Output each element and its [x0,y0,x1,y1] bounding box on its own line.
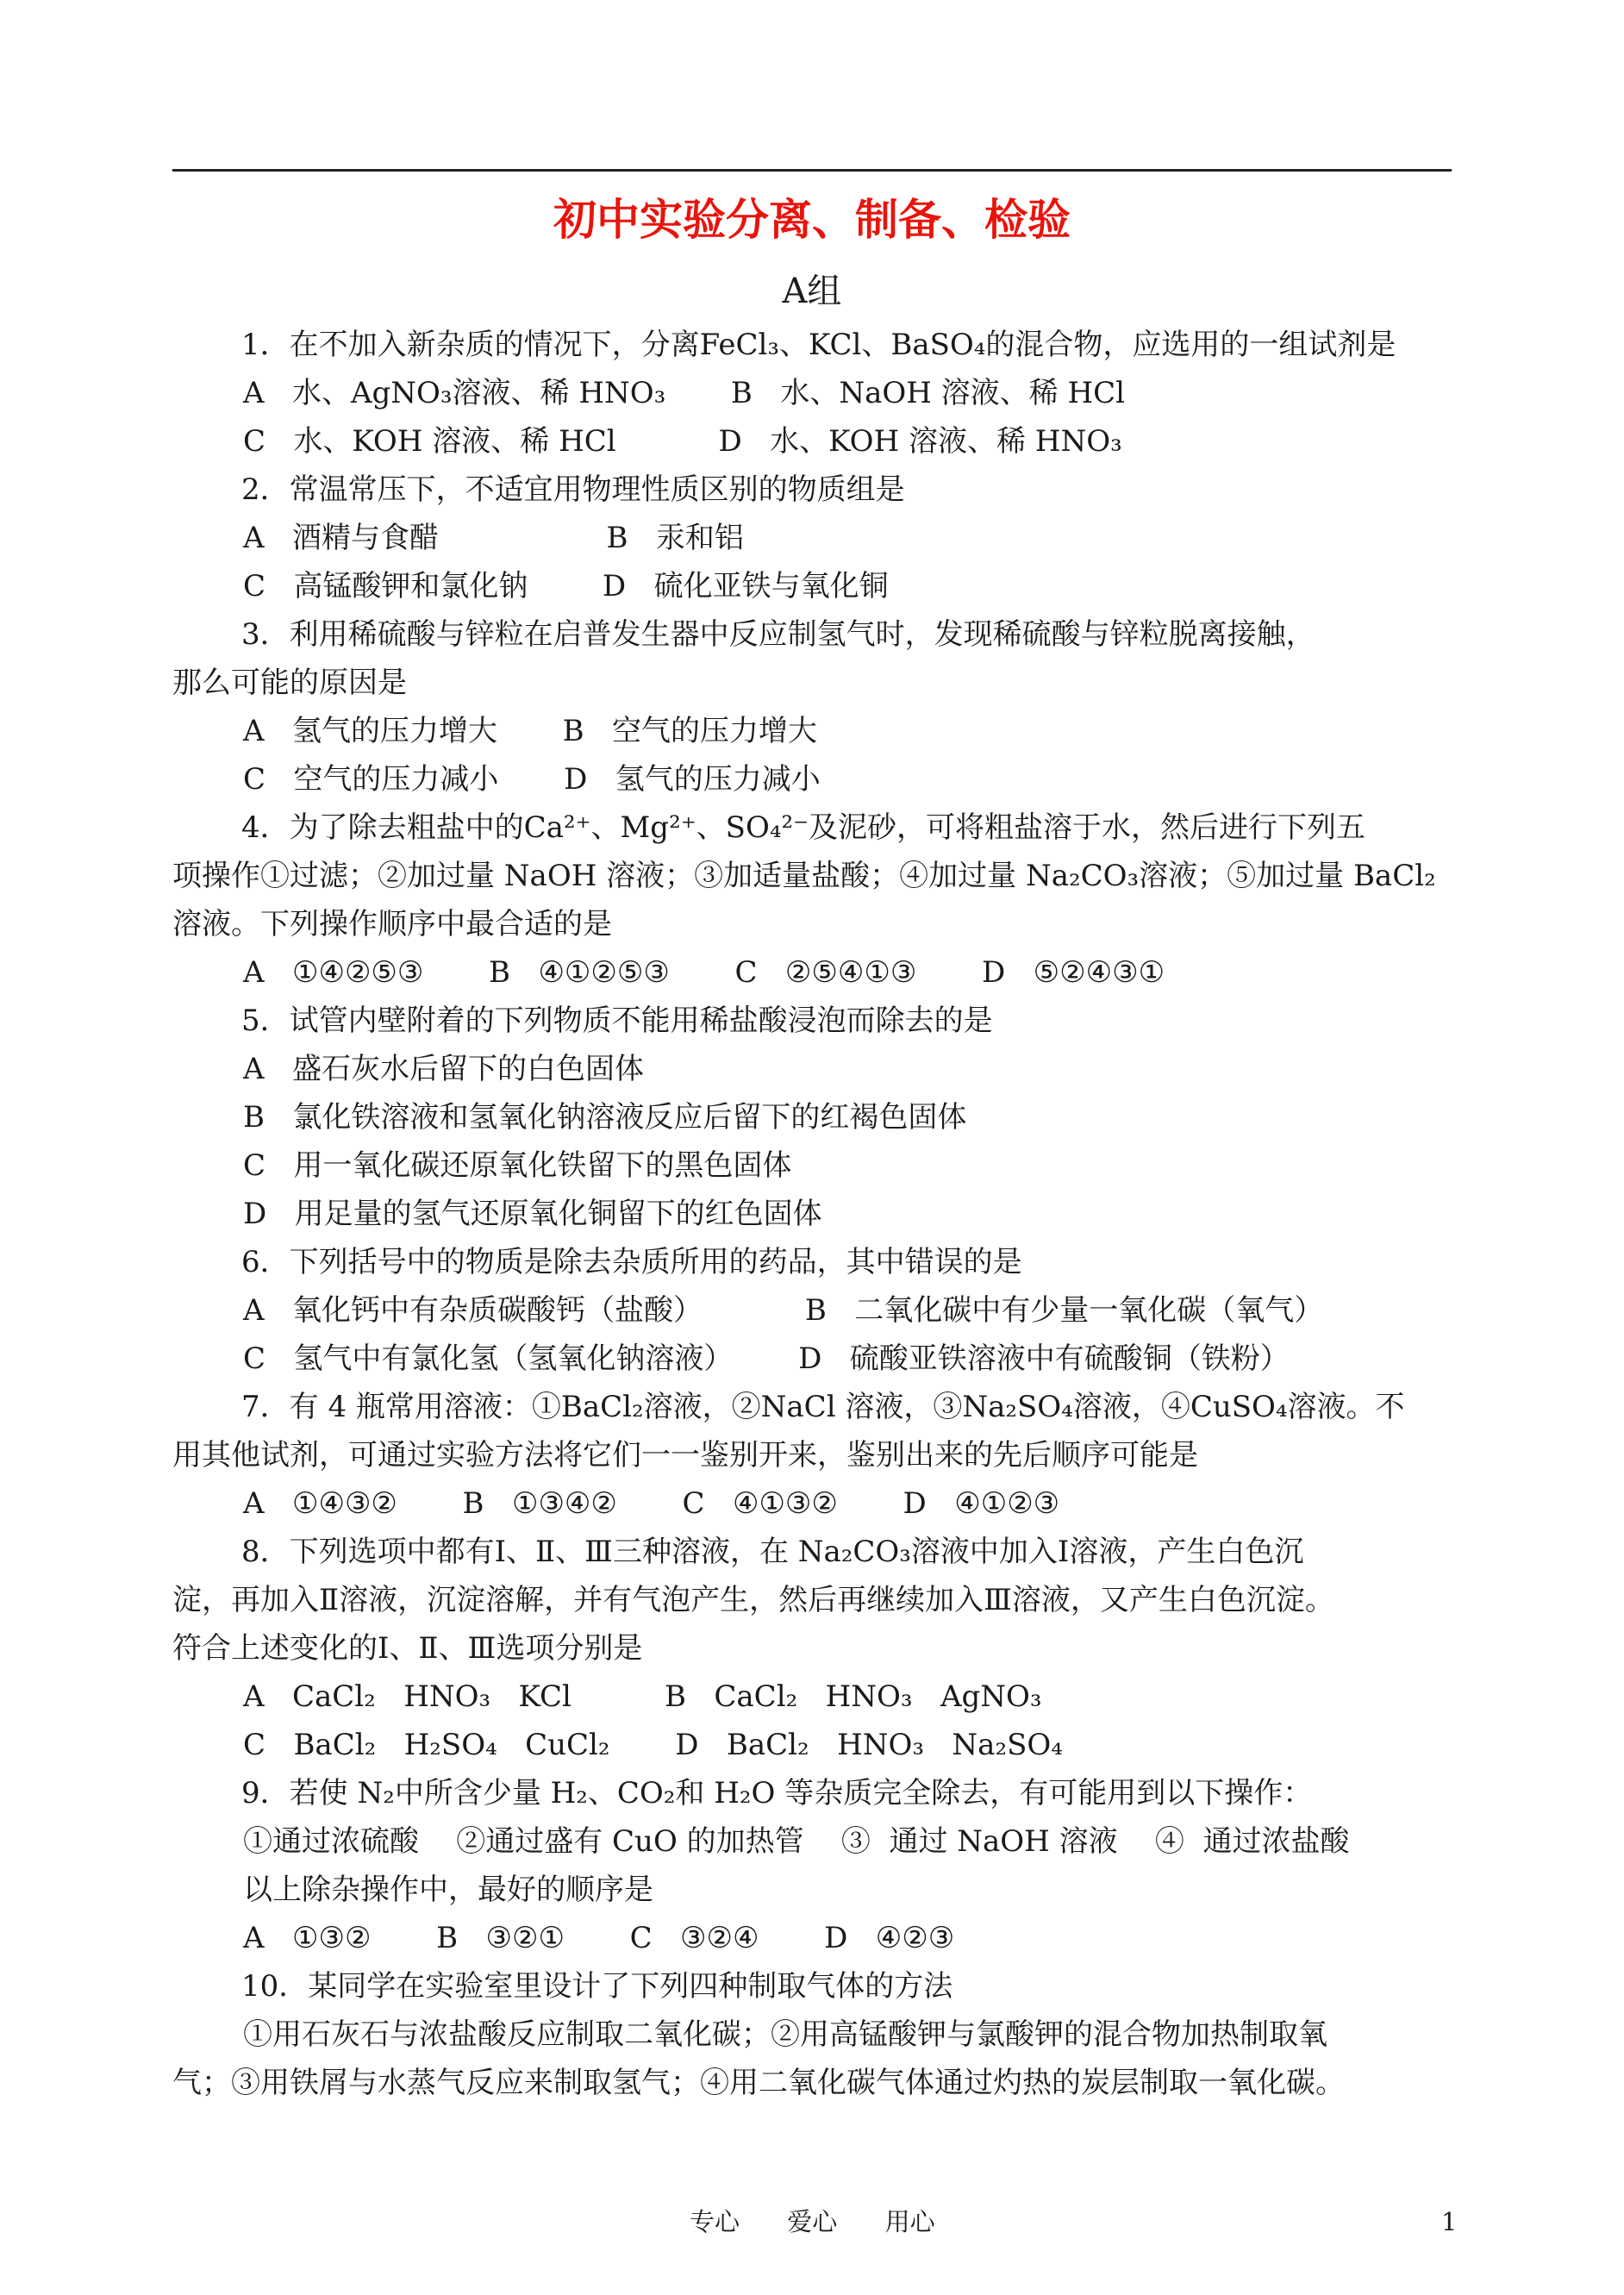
page-number: 1 [1441,2207,1458,2236]
text-line: 4．为了除去粗盐中的Ca²⁺、Mg²⁺、SO₄²⁻及泥砂，可将粗盐溶于水，然后进行下列五 [241,810,1366,845]
text-line: 10．某同学在实验室里设计了下列四种制取气体的方法 [241,1969,953,2004]
header-rule [172,169,1452,172]
text-line: C 空气的压力减小 D 氢气的压力减小 [243,762,821,797]
text-line: 1．在不加入新杂质的情况下，分离FeCl₃、KCl、BaSO₄的混合物，应选用的一组试剂是 [241,328,1396,362]
section-heading: A组 [782,272,842,311]
text-line: 气；③用铁屑与水蒸气反应来制取氢气；④用二氧化碳气体通过灼热的炭层制取一氧化碳。 [172,2066,1345,2100]
text-line: C 高锰酸钾和氯化钠 D 硫化亚铁与氧化铜 [243,569,889,603]
text-line: A CaCl₂ HNO₃ KCl B CaCl₂ HNO₃ AgNO₃ [243,1679,1042,1714]
text-line: ①用石灰石与浓盐酸反应制取二氧化碳；②用高锰酸钾与氯酸钾的混合物加热制取氧 [243,2017,1327,2052]
text-line: 溶液。下列操作顺序中最合适的是 [172,907,612,941]
text-line: 8．下列选项中都有Ⅰ、Ⅱ、Ⅲ三种溶液，在 Na₂CO₃溶液中加入Ⅰ溶液，产生白色沉 [241,1535,1304,1569]
text-line: C 用一氧化碳还原氧化铁留下的黑色固体 [243,1148,792,1183]
text-line: A 酒精与食醋 B 汞和铝 [243,521,744,555]
text-line: A ①③② B ③②① C ③②④ D ④②③ [243,1921,955,1955]
text-line: A 盛石灰水后留下的白色固体 [243,1052,644,1086]
text-line: 5．试管内壁附着的下列物质不能用稀盐酸浸泡而除去的是 [241,1004,993,1038]
text-line: C 水、KOH 溶液、稀 HCl D 水、KOH 溶液、稀 HNO₃ [243,424,1122,459]
text-line: 6．下列括号中的物质是除去杂质所用的药品，其中错误的是 [241,1245,1022,1279]
text-line: D 用足量的氢气还原氧化铜留下的红色固体 [243,1197,822,1231]
text-line: 9．若使 N₂中所含少量 H₂、CO₂和 H₂O 等杂质完全除去，有可能用到以下操作： [241,1776,1313,1810]
text-line: 3．利用稀硫酸与锌粒在启普发生器中反应制氢气时，发现稀硫酸与锌粒脱离接触， [241,617,1315,652]
text-line: A 水、AgNO₃溶液、稀 HNO₃ B 水、NaOH 溶液、稀 HCl [243,376,1126,410]
text-line: A ①④③② B ①③④② C ④①③② D ④①②③ [243,1486,1060,1521]
text-line: 符合上述变化的Ⅰ、Ⅱ、Ⅲ选项分别是 [172,1631,643,1666]
text-line: 以上除杂操作中，最好的顺序是 [243,1873,653,1907]
text-line: C 氢气中有氯化氢（氢氧化钠溶液） D 硫酸亚铁溶液中有硫酸铜（铁粉） [243,1341,1290,1376]
text-line: A 氢气的压力增大 B 空气的压力增大 [243,714,818,748]
document-title: 初中实验分离、制备、检验 [553,194,1071,245]
text-line: B 氯化铁溶液和氢氧化钠溶液反应后留下的红褐色固体 [243,1100,967,1135]
text-line: A ①④②⑤③ B ④①②⑤③ C ②⑤④①③ D ⑤②④③① [243,955,1165,990]
text-line: ①通过浓硫酸 ②通过盛有 CuO 的加热管 ③ 通过 NaOH 溶液 ④ 通过浓盐酸 [243,1824,1350,1859]
text-line: 2．常温常压下，不适宜用物理性质区别的物质组是 [241,472,905,507]
text-line: 项操作①过滤；②加过量 NaOH 溶液；③加适量盐酸；④加过量 Na₂CO₃溶液；⑤加过量 BaCl₂ [172,859,1436,893]
text-line: 淀，再加入Ⅱ溶液，沉淀溶解，并有气泡产生，然后再继续加入Ⅲ溶液，又产生白色沉淀。 [172,1583,1334,1617]
text-line: C BaCl₂ H₂SO₄ CuCl₂ D BaCl₂ HNO₃ Na₂SO₄ [243,1728,1063,1762]
text-line: 7．有 4 瓶常用溶液：①BaCl₂溶液，②NaCl 溶液，③Na₂SO₄溶液，④CuSO₄溶液。不 [241,1390,1405,1424]
footer-motto: 专心 爱心 用心 [690,2207,935,2236]
text-line: 用其他试剂，可通过实验方法将它们一一鉴别开来，鉴别出来的先后顺序可能是 [172,1438,1198,1473]
text-line: 那么可能的原因是 [172,666,407,700]
text-line: A 氧化钙中有杂质碳酸钙（盐酸） B 二氧化碳中有少量一氧化碳（氧气） [243,1293,1324,1328]
